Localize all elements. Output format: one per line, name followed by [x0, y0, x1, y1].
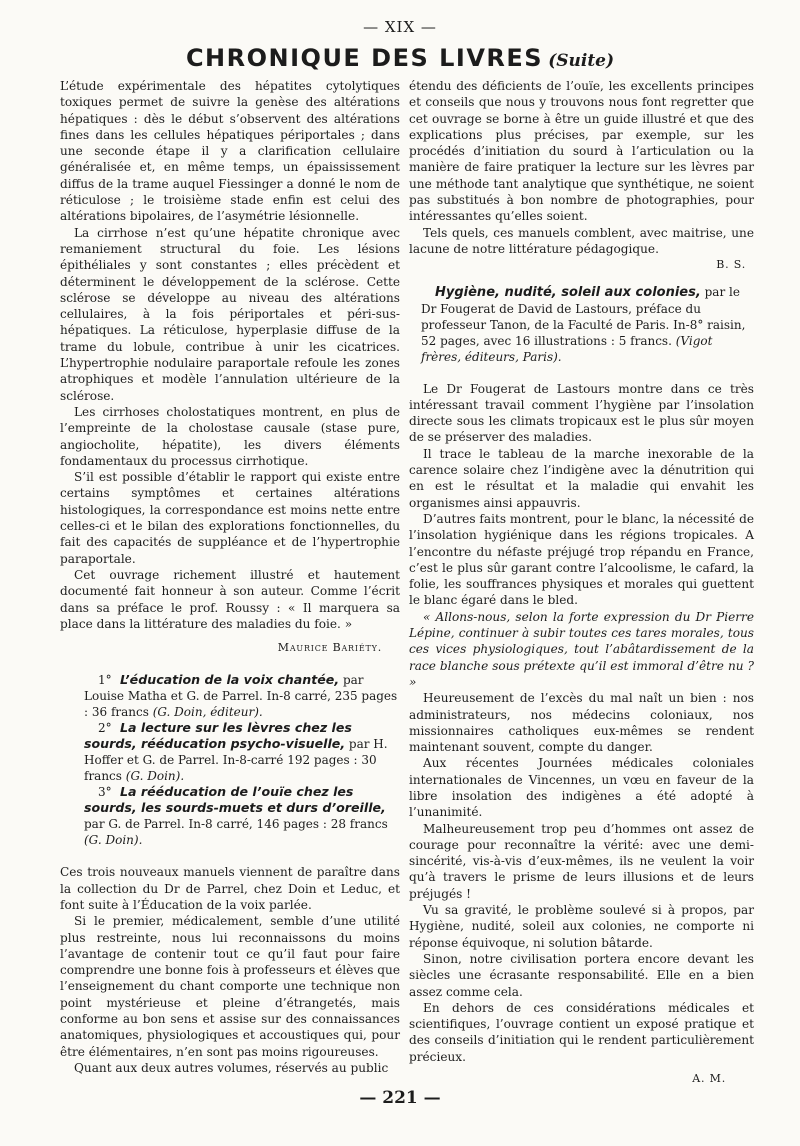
- quote-paragraph: « Allons-nous, selon la forte expression du Dr Pierre Lépine, continuer à subir toutes ces tares morales, tous ces vices physiologiques, tout l’abâtardissement de la race blanche sous prétexte qu’il est immoral d’être nu ? »: [409, 609, 754, 689]
- heading-title: CHRONIQUE DES LIVRES: [185, 44, 544, 72]
- paragraph: Tels quels, ces manuels comblent, avec maitrise, une lacune de notre littérature pédagogique.: [409, 225, 754, 256]
- paragraph: Vu sa gravité, le problème soulevé si à propos, par Hygiène, nudité, soleil aux colonies, ne comporte ni réponse équivoque, ni solution bâtarde.: [409, 903, 754, 950]
- paragraph: Heureusement de l’excès du mal naît un bien : nos administrateurs, nos médecins coloniaux, nos missionnaires catholiques eux-mêmes se rendent maintenant souvent, compte du danger.: [409, 691, 754, 755]
- book-title: La lecture sur les lèvres chez les sourds, rééducation psycho-visuelle,: [84, 720, 352, 752]
- paragraph: D’autres faits montrent, pour le blanc, la nécessité de l’insolation hygiénique dans les régions tropicales. A l’encontre du néfaste préjugé trop répandu en France, c’est le plus sûr garant contre l’alcoolisme, le cafard, la folie, les souffrances physiques et morales qui guettent le blanc égaré dans le bled.: [409, 511, 754, 608]
- paragraph: Ces trois nouveaux manuels viennent de paraître dans la collection du Dr de Parrel, chez Doin et Leduc, et font suite à l’Éducation de la voix parlée.: [60, 865, 400, 912]
- book-title: L’éducation de la voix chantée,: [120, 672, 340, 688]
- paragraph: Aux récentes Journées médicales coloniales internationales de Vincennes, un vœu en faveur de la libre insolation des indigènes a été adopté à l’unanimité.: [409, 756, 754, 820]
- book-title: La rééducation de l’ouïe chez les sourds, les sourds-muets et durs d’oreille,: [84, 784, 386, 816]
- paragraph: Les cirrhoses cholostatiques montrent, en plus de l’empreinte de la cholostase causale (stase pure, angiocholite, hépatite), les divers éléments fondamentaux du processus cirrhotique.: [60, 404, 400, 468]
- book-entry: 3° La rééducation de l’ouïe chez les sourds, les sourds-muets et durs d’oreille, par G. de Parrel. In-8 carré, 146 pages : 28 francs (G. Doin).: [84, 784, 388, 848]
- paragraph: En dehors de ces considérations médicales et scientifiques, l’ouvrage contient un exposé pratique et des conseils d’initiation qui le rendent particulièrement précieux.: [409, 1000, 754, 1064]
- book-entry: 2° La lecture sur les lèvres chez les sourds, rééducation psycho-visuelle, par H. Hoffer et G. de Parrel. In-8-carré 192 pages : 30 francs (G. Doin).: [84, 720, 388, 784]
- heading-suite: (Suite): [548, 51, 615, 71]
- paragraph: étendu des déficients de l’ouïe, les excellents principes et conseils que nous y trouvons nous font regretter que cet ouvrage se borne à être un guide illustré et que des explications plus précises, par exemple, sur les procédés d’initiation du sourd à l’articulation ou la manière de faire pratiquer la lecture sur les lèvres par une méthode tant analytique que synthétique, ne soient pas substitués à bon nombre de photographies, pour intéressantes qu’elles soient.: [409, 79, 754, 224]
- paragraph: S’il est possible d’établir le rapport qui existe entre certains symptômes et certaines altérations histologiques, la correspondance est moins nette entre celles-ci et le bilan des explorations fonctionnelles, du fait des capacités de suppléance et de l’hypertrophie paraportale.: [60, 470, 400, 566]
- paragraph: Malheureusement trop peu d’hommes ont assez de courage pour reconnaître la vérité: avec une demi-sincérité, vis-à-vis d’eux-mêmes, ils ne veulent la voir qu’à travers le prisme de leurs illusions et de leurs préjugés !: [409, 821, 754, 901]
- section-heading: [0, 44, 800, 72]
- paragraph: La cirrhose n’est qu’une hépatite chronique avec remaniement structural du foie. Les lésions épithéliales y sont constantes ; elles précèdent et déterminent le développement de la sclérose. Cette sclérose se développe au niveau des altérations cellulaires, à la fois périportales et péri-sus-hépatiques. La réticulose, hyperplasie diffuse de la trame du lobule, contribue à unir les cicatrices. L’hypertrophie nodulaire paraportale refoule les zones atrophiques et modèle l’annulation ultérieure de la sclérose.: [60, 225, 400, 403]
- paragraph: Sinon, notre civilisation portera encore devant les siècles une écrasante responsabilité. Elle en a bien assez comme cela.: [409, 951, 754, 999]
- roman-page-number: — XIX —: [363, 18, 437, 36]
- paragraph: Le Dr Fougerat de Lastours montre dans ce très intéressant travail comment l’hygiène par l’insolation directe sous les climats tropicaux est le plus sûr moyen de se préserver des maladies.: [409, 381, 754, 445]
- book-title: Hygiène, nudité, soleil aux colonies,: [435, 284, 701, 300]
- right-column: [409, 78, 754, 1087]
- review-signature: A. M.: [692, 1072, 726, 1086]
- review-signature: Maurice Bariéty.: [277, 641, 382, 655]
- book-entry: 1° L’éducation de la voix chantée, par Louise Matha et G. de Parrel. In-8 carré, 235 pages : 36 francs (G. Doin, éditeur).: [84, 672, 398, 720]
- paragraph: Cet ouvrage richement illustré et hautement documenté fait honneur à son auteur. Comme l’écrit dans sa préface le prof. Roussy : « Il marquera sa place dans la littérature des maladies du foie. »: [60, 567, 400, 631]
- paragraph: L’étude expérimentale des hépatites cytolytiques toxiques permet de suivre la genèse des altérations hépatiques : dès le début s’observent des altérations fines dans les cellules hépatiques périportales ; dans une seconde étape il y a clarification cellulaire généralisée et, en même temps, un épaississement diffus de la trame auquel Fiessinger a donné le nom de réticulose ; le troisième stade enfin est celui des altérations bipolaires, de l’asymétrie lésionnelle.: [60, 79, 400, 224]
- book-entry: Hygiène, nudité, soleil aux colonies, par le Dr Fougerat de David de Lastours, préface du professeur Tanon, de la Faculté de Paris. In-8° raisin, 52 pages, avec 16 illustrations : 5 francs. (Vigot frères, éditeurs, Paris).: [421, 284, 746, 364]
- review-signature: B. S.: [716, 258, 746, 272]
- paragraph: Quant aux deux autres volumes, réservés au public: [74, 1060, 389, 1075]
- page-number: — 221 —: [359, 1088, 441, 1108]
- paragraph: Si le premier, médicalement, semble d’une utilité plus restreinte, nous lui reconnaissons du moins l’avantage de contenir tout ce qu’il faut pour faire comprendre une bonne fois à professeurs et élèves que l’enseignement du chant comporte une technique non point mystérieuse et pleine d’étrangetés, mais conforme au bon sens et assise sur des connaissances anatomiques, physiologiques et accoustiques qui, pour être élémentaires, n’en sont pas moins rigoureuses.: [60, 914, 400, 1059]
- paragraph: Il trace le tableau de la marche inexorable de la carence solaire chez l’indigène avec la dénutrition qui en est le résultat et la maladie qui envahit les organismes ainsi appauvris.: [409, 446, 754, 510]
- left-column: [60, 78, 400, 1076]
